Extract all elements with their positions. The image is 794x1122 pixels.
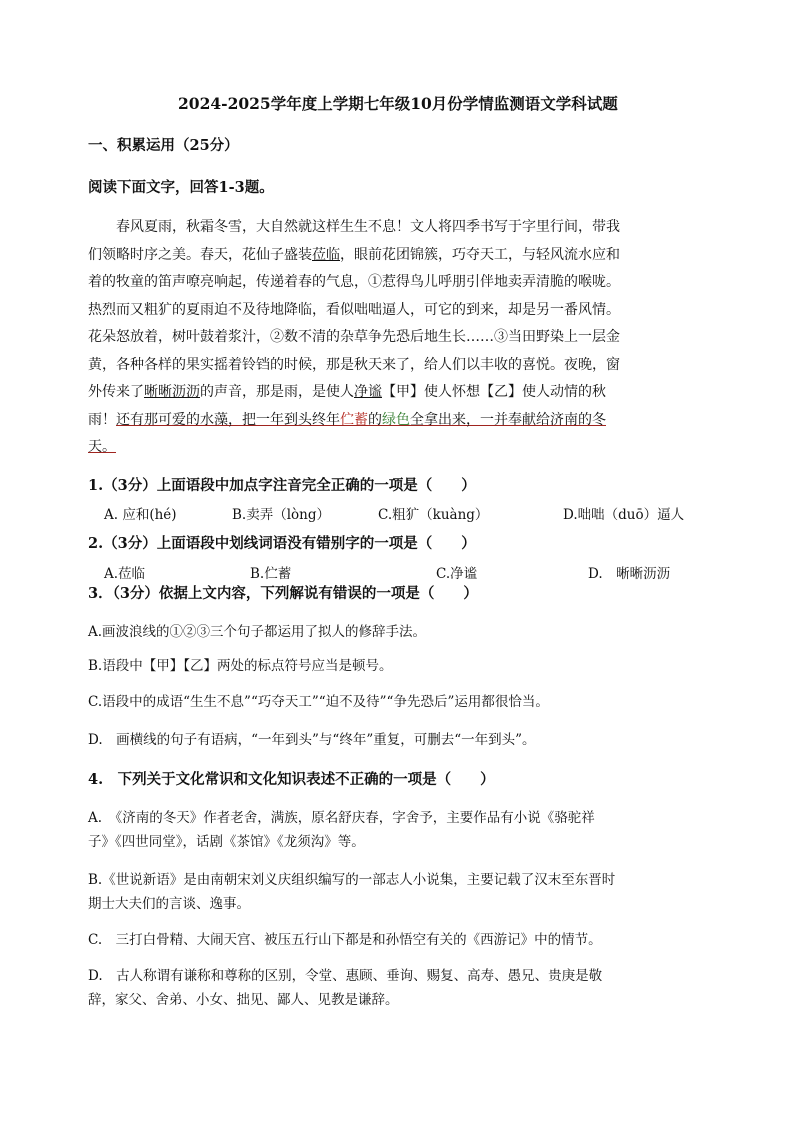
q1-option-b: B.卖弄（lòng） xyxy=(232,507,330,523)
reading-instruction: 阅读下面文字，回答1-3题。 xyxy=(88,179,274,196)
underlined-word: 净谧 xyxy=(354,384,382,400)
question-1-stem: 1.（3分）上面语段中加点字注音完全正确的一项是（ ） xyxy=(88,477,476,494)
question-4-stem: 4. 下列关于文化常识和文化知识表述不正确的一项是（ ） xyxy=(88,771,495,788)
underlined-word: 晰晰沥沥 xyxy=(144,384,200,400)
reading-passage xyxy=(88,214,706,462)
q4-option-d: D. 古人称谓有谦称和尊称的区别，令堂、惠顾、垂询、赐复、高寿、愚兄、贵庚是敬 辞，家父、舍弟、小女、拙见、鄙人、见教是谦辞。 xyxy=(88,968,603,1008)
q3-option-b: B.语段中【甲】【乙】两处的标点符号应当是顿号。 xyxy=(88,658,393,674)
passage-line: 外传来了晰晰沥沥的声音，那是雨，是使人净谧【甲】使人怀想【乙】使人动情的秋 xyxy=(88,384,606,400)
q4-option-b: B.《世说新语》是由南朝宋刘义庆组织编写的一部志人小说集，主要记载了汉末至东晋时 期士大夫们的言谈、逸事。 xyxy=(88,872,616,912)
q2-option-d: D. 晰晰沥沥 xyxy=(588,566,671,582)
q1-option-a: A. 应和(hé) xyxy=(104,507,177,523)
q2-option-c: C.净谧 xyxy=(436,566,478,582)
section-heading: 一、积累运用（25分） xyxy=(88,137,239,154)
q2-option-b: B.伫蓄 xyxy=(250,566,292,582)
passage-line: 花朵怒放着，树叶鼓着浆汁，②数不清的杂草争先恐后地生长……③当田野染上一层金 xyxy=(88,329,620,345)
question-2-stem: 2.（3分）上面语段中划线词语没有错别字的一项是（ ） xyxy=(88,535,476,552)
underlined-sentence-end: 天。 xyxy=(88,439,116,455)
q3-option-a: A.画波浪线的①②③三个句子都运用了拟人的修辞手法。 xyxy=(88,624,427,640)
q1-option-c: C.粗犷（kuàng） xyxy=(378,507,489,523)
passage-line: 黄，各种各样的果实摇着铃铛的时候，那是秋天来了，给人们以丰收的喜悦。夜晚，窗 xyxy=(88,356,620,373)
passage-line: 们领略时序之美。春天，花仙子盛装莅临，眼前花团锦簇，巧夺天工，与轻风流水应和 xyxy=(88,246,620,263)
question-3-stem: 3．（3分）依据上文内容，下列解说有错误的一项是（ ） xyxy=(88,585,478,602)
q4-option-a: A. 《济南的冬天》作者老舍，满族，原名舒庆春，字舍予，主要作品有小说《骆驼祥 子》《四世同堂》，话剧《茶馆》《龙须沟》等。 xyxy=(88,810,595,850)
q3-option-c: C.语段中的成语“生生不息”“巧夺天工”“迫不及待”“争先恐后”运用都很恰当。 xyxy=(88,694,549,710)
passage-line: 热烈而又粗犷的夏雨迫不及待地降临，看似咄咄逼人，可它的到来，却是另一番风情。 xyxy=(88,301,620,318)
passage-line xyxy=(88,434,706,462)
exam-title: 2024-2025学年度上学期七年级10月份学情监测语文学科试题 xyxy=(178,94,618,113)
passage-line: 春风夏雨，秋霜冬雪，大自然就这样生生不息！文人将四季书写于字里行间，带我 xyxy=(116,219,620,235)
q2-option-a: A.莅临 xyxy=(104,566,146,582)
passage-line: 着的牧童的笛声嘹亮响起，传递着春的气息，①惹得鸟儿呼朋引伴地卖弄清脆的喉咙。 xyxy=(88,274,620,290)
q1-option-d: D.咄咄（duō）逼人 xyxy=(563,507,685,523)
underlined-sentence: 还有那可爱的水藻，把一年到头终年伫蓄的绿色全拿出来，一并奉献给济南的冬 xyxy=(116,411,606,428)
q4-option-c: C. 三打白骨精、大闹天宫、被压五行山下都是和孙悟空有关的《西游记》中的情节。 xyxy=(88,932,602,948)
q3-option-d: D. 画横线的句子有语病，“一年到头”与“终年”重复，可删去“一年到头”。 xyxy=(88,732,536,748)
underlined-word: 莅临 xyxy=(312,246,340,263)
passage-line: 雨！还有那可爱的水藻，把一年到头终年伫蓄的绿色全拿出来，一并奉献给济南的冬 xyxy=(88,411,606,428)
